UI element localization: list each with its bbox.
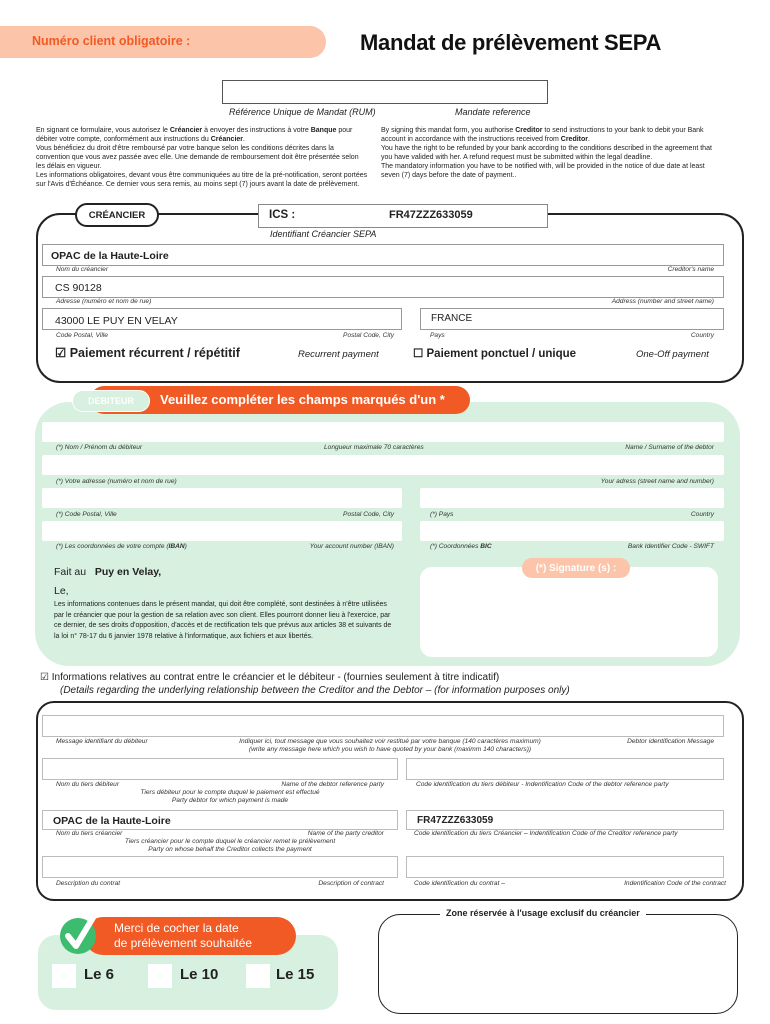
third-debtor-label-en: Name of the debtor reference party: [281, 781, 384, 788]
code-label-en: Indentification Code of the contract: [624, 880, 726, 887]
client-number-label: Numéro client obligatoire :: [32, 34, 191, 48]
date-choice-banner: Merci de cocher la date de prélèvement souhaitée: [84, 917, 296, 955]
date-10-label: Le 10: [180, 966, 219, 983]
debtor-banner: Veuillez compléter les champs marqués d'un *: [90, 386, 470, 414]
signature-badge: (*) Signature (s) :: [522, 558, 630, 578]
ics-label: ICS :: [269, 209, 296, 221]
rum-label-fr: Référence Unique de Mandat (RUM): [229, 107, 376, 117]
signature-field[interactable]: [420, 567, 718, 657]
contract-heading-en: (Details regarding the underlying relationship between the Creditor and the Debtor – (for information purposes only): [60, 685, 570, 696]
third-debtor-code-label: Code identification du tiers débiteur - Indentification Code of the debtor reference party: [416, 781, 669, 788]
creditor-address-field[interactable]: CS 90128: [42, 276, 724, 298]
creditor-country-field[interactable]: FRANCE: [420, 308, 724, 330]
check-badge-icon: [60, 912, 104, 956]
ics-value: FR47ZZZ633059: [389, 209, 473, 221]
date-label[interactable]: Le,: [54, 585, 69, 597]
privacy-notice: Les informations contenues dans le présent mandat, qui doit être complété, sont destinées à n'être utilisées par le créancier que pour la gestion de sa relation avec son client. Elles pourront donner lieu à l'exercice, par ce dernier, de ses droits d'opposition, d'accès et de rectification tels que prévus aux articles 38 et suivants de la loi n° 78-17 du 6 janvier 1978 relative à l'informatique, aux fichiers et aux libertés.: [54, 601, 392, 640]
debtor-country-label-fr: (*) Pays: [430, 511, 454, 518]
date-6-label: Le 6: [84, 966, 115, 983]
creditor-country-label-fr: Pays: [430, 332, 445, 339]
rum-input[interactable]: [222, 80, 548, 104]
recurrent-option[interactable]: ☑ Paiement récurrent / répétitif: [55, 346, 240, 360]
creditor-city-label-en: Postal Code, City: [343, 332, 394, 339]
debtor-tab: DEBITEUR: [72, 390, 150, 412]
creditor-country-label-en: Country: [690, 332, 714, 339]
rum-label-en: Mandate reference: [455, 107, 531, 117]
desc-label-fr: Description du contrat: [56, 880, 121, 887]
oneoff-checkbox[interactable]: ☐: [413, 348, 424, 360]
oneoff-option[interactable]: ☐ Paiement ponctuel / unique: [413, 348, 577, 360]
place-value: Puy en Velay,: [94, 566, 162, 578]
date-10-checkbox[interactable]: [148, 964, 172, 988]
debtor-address-label-en: Your adress (street name and number): [600, 478, 714, 485]
debtor-bic-label-en: Bank Identifier Code - SWIFT: [627, 543, 714, 550]
ics-caption: Identifiant Créancier SEPA: [270, 229, 377, 239]
debtor-city-label-en: Postal Code, City: [343, 511, 394, 518]
date-6-checkbox[interactable]: [52, 964, 76, 988]
place-line: Fait au Puy en Velay,: [54, 566, 162, 578]
client-number-banner[interactable]: [0, 26, 326, 58]
contract-heading: ☑ Informations relatives au contrat entre le créancier et le débiteur - (fournies seulement à titre indicatif): [40, 672, 500, 683]
third-debtor-code-field[interactable]: [406, 758, 724, 780]
debtor-name-label-fr: (*) Nom / Prénom du débiteur: [56, 444, 143, 451]
creditor-name-label-en: Creditor's name: [667, 266, 714, 273]
debtor-city-field[interactable]: [42, 488, 402, 508]
third-debtor-label-fr: Nom du tiers débiteur: [56, 781, 120, 788]
creditor-city-field[interactable]: 43000 LE PUY EN VELAY: [42, 308, 402, 330]
msg-label-en: Debtor identification Message: [627, 738, 714, 745]
third-creditor-code-field[interactable]: FR47ZZZ633059: [406, 810, 724, 830]
debtor-country-label-en: Country: [690, 511, 714, 518]
reserved-zone: [378, 914, 738, 1014]
creditor-tab: CRÉANCIER: [75, 203, 159, 227]
debtor-address-label-fr: (*) Votre adresse (numéro et nom de rue): [56, 478, 177, 485]
date-15-label: Le 15: [276, 966, 315, 983]
debtor-iban-label-fr: (*) Les coordonnées de votre compte (IBAN): [56, 543, 187, 550]
creditor-name-field[interactable]: OPAC de la Haute-Loire: [42, 244, 724, 266]
third-creditor-label-en: Name of the party creditor: [307, 830, 384, 837]
debtor-address-field[interactable]: [42, 455, 724, 475]
debtor-country-field[interactable]: [420, 488, 724, 508]
reserved-label: Zone réservée à l'usage exclusif du créancier: [440, 908, 646, 918]
page-title: Mandat de prélèvement SEPA: [360, 30, 662, 55]
debtor-name-field[interactable]: [42, 422, 724, 442]
third-creditor-label-fr: Nom du tiers créancier: [56, 830, 123, 837]
third-creditor-name-field[interactable]: OPAC de la Haute-Loire: [42, 810, 398, 830]
debtor-iban-label-en: Your account number (IBAN): [309, 543, 394, 550]
debtor-iban-field[interactable]: [42, 521, 402, 541]
debtor-bic-label-fr: (*) Coordonnées BIC: [430, 543, 492, 550]
ics-box: [258, 204, 548, 228]
msg-label-mid: Indiquer ici, tout message que vous souhaitez voir restitué par votre banque (140 caractères maximum) (write any message here which you wish to have quoted by your bank (maximm 140 characters)): [239, 738, 541, 753]
recurrent-checkbox[interactable]: ☑: [55, 346, 67, 360]
contract-code-field[interactable]: [406, 856, 724, 878]
msg-label-fr: Message identifiant du débiteur: [56, 738, 148, 745]
debtor-city-label-fr: (*) Code Postal, Ville: [56, 511, 117, 518]
debtor-name-label-mid: Longueur maximale 70 caractères: [324, 444, 424, 451]
date-15-checkbox[interactable]: [246, 964, 270, 988]
creditor-city-label-fr: Code Postal, Ville: [56, 332, 108, 339]
debtor-bic-field[interactable]: [420, 521, 724, 541]
debtor-message-field[interactable]: [42, 715, 724, 737]
debtor-name-label-en: Name / Surname of the debtor: [625, 444, 714, 451]
oneoff-en: One-Off payment: [636, 349, 709, 360]
contract-desc-field[interactable]: [42, 856, 398, 878]
creditor-name-label-fr: Nom du créancier: [56, 266, 109, 273]
third-debtor-name-field[interactable]: [42, 758, 398, 780]
third-creditor-desc: Tiers créancier pour le compte duquel le créancier remet le prélèvement Party on whose behalf the Creditor collects the payment: [124, 838, 336, 853]
code-label-fr: Code identification du contrat –: [414, 880, 505, 887]
third-debtor-desc: Tiers débiteur pour le compte duquel le paiement est effectué Party debtor for which payment is made: [140, 789, 320, 804]
intro-fr: En signant ce formulaire, vous autorisez le Créancier à envoyer des instructions à votre Banque pour débiter votre compte, conformément aux instructions du Créancier. Vous bénéficiez du droit d'être remboursé par votre banque selon les conditions décrites dans la convention que vous avez passée avec elle. Une demande de remboursement doit être présentée selon les délais en vigueur. Les informations obligatoires, devant vous être communiquées au titre de la pré-notification, seront portées sur l'Avis d'Échéance. Ce dernier vous sera remis, au moins sept (7) jours avant la date de prélèvement.: [36, 127, 368, 188]
recurrent-en: Recurrent payment: [298, 349, 379, 360]
intro-en: By signing this mandat form, you authorise Creditor to send instructions to your bank to debit your Bank account in accordance with the instructions received from Creditor. You have the right to be refunded by your bank according to the conditions described in the agreement that you have valided with her. A refund request must be submitted within the legal deadline. The mandatory information you have to be notified with, will be provided in the notice of due date at least seven (7) days before the date of payment..: [381, 127, 712, 179]
desc-label-en: Description of contract: [318, 880, 384, 887]
creditor-address-label-fr: Adresse (numéro et nom de rue): [56, 298, 152, 305]
creditor-address-label-en: Address (number and street name): [611, 298, 714, 305]
third-creditor-code-label: Code identification du tiers Créancier – Indentification Code of the Creditor reference party: [414, 830, 678, 837]
